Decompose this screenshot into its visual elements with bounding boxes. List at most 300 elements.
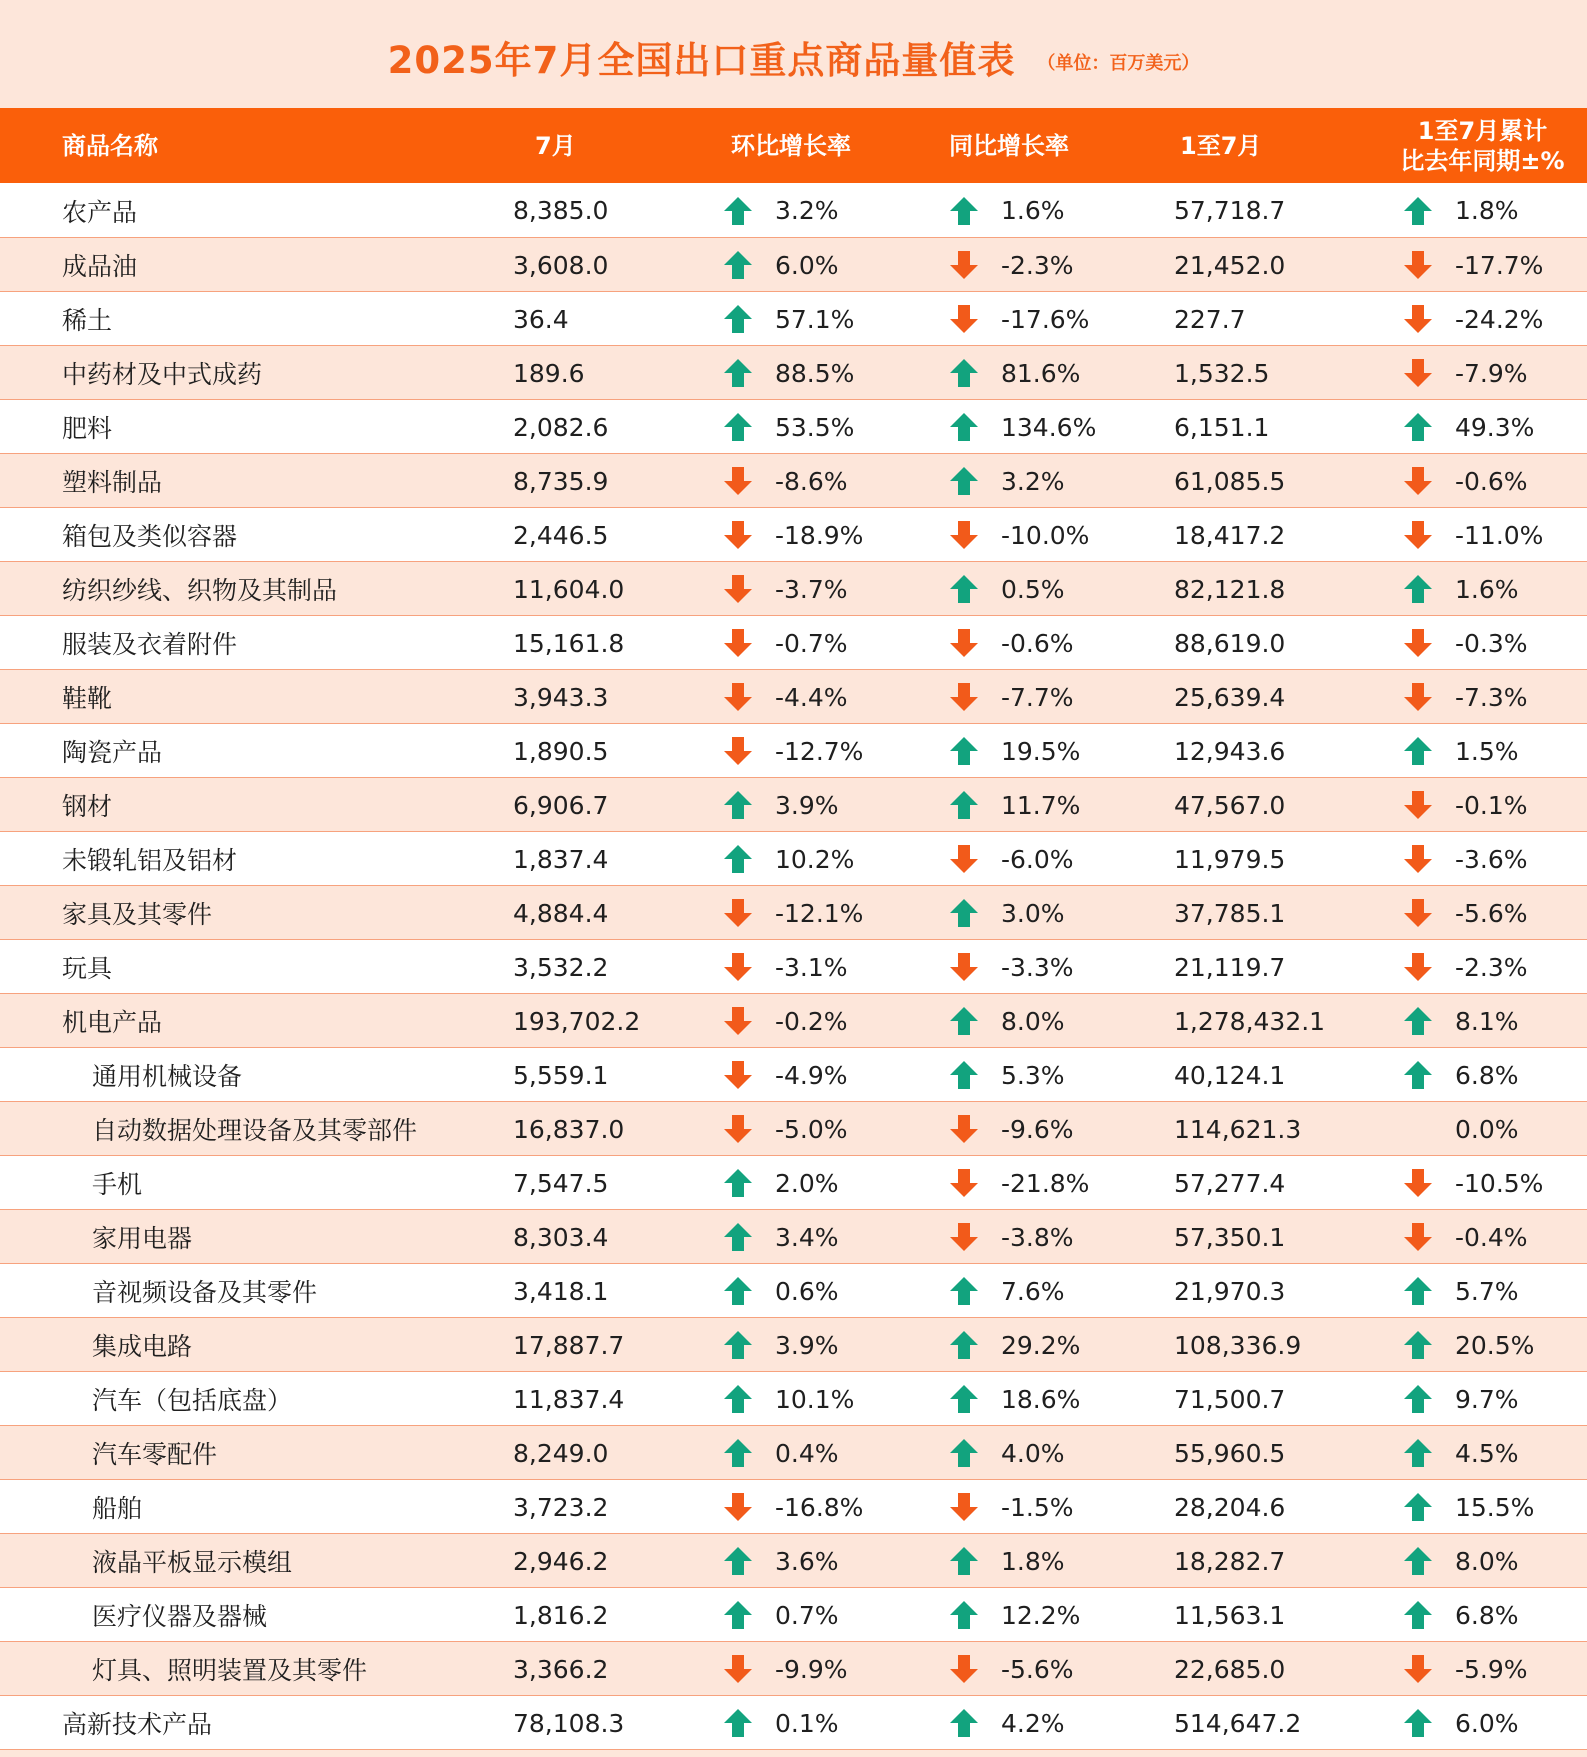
yoy-cell bbox=[949, 1425, 1168, 1479]
yoy-cell bbox=[949, 1641, 1168, 1695]
mom-value: 88.5% bbox=[775, 358, 855, 388]
arrow-down-icon bbox=[723, 735, 753, 767]
arrow-up-icon bbox=[949, 897, 979, 929]
product-name: 船舶 bbox=[0, 1479, 513, 1533]
arrow-up-icon bbox=[949, 1383, 979, 1415]
ytd-value: 88,619.0 bbox=[1168, 615, 1378, 669]
month-value: 6,906.7 bbox=[513, 777, 719, 831]
mom-value: -8.6% bbox=[775, 466, 848, 496]
yoy-value: -10.0% bbox=[1001, 520, 1090, 550]
ytd-change-cell bbox=[1378, 237, 1587, 291]
arrow-up-icon bbox=[1403, 1437, 1433, 1469]
ytd-change-value: -0.1% bbox=[1455, 790, 1528, 820]
ytd-change-value: -5.9% bbox=[1455, 1654, 1528, 1684]
arrow-up-icon bbox=[723, 411, 753, 443]
table-row bbox=[0, 1425, 1587, 1479]
arrow-down-icon bbox=[723, 1653, 753, 1685]
ytd-change-value: -2.3% bbox=[1455, 952, 1528, 982]
mom-cell bbox=[719, 291, 949, 345]
arrow-down-icon bbox=[1403, 951, 1433, 983]
arrow-up-icon bbox=[1403, 411, 1433, 443]
header-ytd: 1至7月 bbox=[1168, 108, 1378, 183]
ytd-change-value: -24.2% bbox=[1455, 304, 1544, 334]
arrow-up-icon bbox=[1403, 195, 1433, 227]
table-row bbox=[0, 1317, 1587, 1371]
arrow-down-icon bbox=[723, 519, 753, 551]
yoy-cell bbox=[949, 453, 1168, 507]
month-value: 8,735.9 bbox=[513, 453, 719, 507]
ytd-change-cell bbox=[1378, 939, 1587, 993]
yoy-cell bbox=[949, 993, 1168, 1047]
mom-cell bbox=[719, 345, 949, 399]
ytd-change-value: -10.5% bbox=[1455, 1168, 1544, 1198]
arrow-down-icon bbox=[1403, 249, 1433, 281]
arrow-up-icon bbox=[949, 1329, 979, 1361]
month-value: 8,303.4 bbox=[513, 1209, 719, 1263]
ytd-change-cell bbox=[1378, 669, 1587, 723]
ytd-change-value: -0.4% bbox=[1455, 1222, 1528, 1252]
yoy-value: -7.7% bbox=[1001, 682, 1074, 712]
month-value: 8,385.0 bbox=[513, 183, 719, 237]
ytd-value: 227.7 bbox=[1168, 291, 1378, 345]
yoy-cell bbox=[949, 1533, 1168, 1587]
month-value: 16,837.0 bbox=[513, 1101, 719, 1155]
mom-value: 0.6% bbox=[775, 1276, 839, 1306]
unit-label: （单位：百万美元） bbox=[1037, 53, 1200, 74]
mom-value: -16.8% bbox=[775, 1492, 864, 1522]
mom-cell bbox=[719, 1695, 949, 1749]
yoy-value: 1.8% bbox=[1001, 1546, 1065, 1576]
ytd-change-cell bbox=[1378, 1533, 1587, 1587]
title-text: 2025年7月全国出口重点商品量值表 bbox=[387, 39, 1016, 82]
yoy-cell bbox=[949, 669, 1168, 723]
product-name: 未锻轧铝及铝材 bbox=[0, 831, 513, 885]
ytd-value: 1,532.5 bbox=[1168, 345, 1378, 399]
mom-cell bbox=[719, 615, 949, 669]
mom-value: 10.2% bbox=[775, 844, 855, 874]
arrow-down-icon bbox=[1403, 1167, 1433, 1199]
ytd-change-cell bbox=[1378, 1155, 1587, 1209]
ytd-change-value: -7.3% bbox=[1455, 682, 1528, 712]
ytd-value: 57,277.4 bbox=[1168, 1155, 1378, 1209]
arrow-up-icon bbox=[1403, 735, 1433, 767]
table-row bbox=[0, 291, 1587, 345]
mom-cell bbox=[719, 1641, 949, 1695]
mom-cell bbox=[719, 399, 949, 453]
month-value: 1,890.5 bbox=[513, 723, 719, 777]
mom-value: 0.7% bbox=[775, 1600, 839, 1630]
yoy-cell bbox=[949, 183, 1168, 237]
product-name: 集成电路 bbox=[0, 1317, 513, 1371]
yoy-value: -0.6% bbox=[1001, 628, 1074, 658]
product-name: 稀土 bbox=[0, 291, 513, 345]
header-yoy: 同比增长率 bbox=[949, 108, 1168, 183]
ytd-change-cell bbox=[1378, 507, 1587, 561]
ytd-change-value: 0.0% bbox=[1455, 1114, 1519, 1144]
arrow-down-icon bbox=[949, 303, 979, 335]
mom-value: -0.2% bbox=[775, 1006, 848, 1036]
arrow-up-icon bbox=[1403, 1383, 1433, 1415]
product-name: 箱包及类似容器 bbox=[0, 507, 513, 561]
ytd-value: 57,718.7 bbox=[1168, 183, 1378, 237]
yoy-cell bbox=[949, 345, 1168, 399]
ytd-value: 82,121.8 bbox=[1168, 561, 1378, 615]
table-row bbox=[0, 453, 1587, 507]
mom-value: -12.1% bbox=[775, 898, 864, 928]
ytd-value: 37,785.1 bbox=[1168, 885, 1378, 939]
table-row bbox=[0, 1101, 1587, 1155]
month-value: 4,884.4 bbox=[513, 885, 719, 939]
ytd-change-cell bbox=[1378, 1587, 1587, 1641]
yoy-cell bbox=[949, 291, 1168, 345]
arrow-up-icon bbox=[949, 1545, 979, 1577]
yoy-value: 81.6% bbox=[1001, 358, 1081, 388]
ytd-change-cell bbox=[1378, 345, 1587, 399]
yoy-value: 29.2% bbox=[1001, 1330, 1081, 1360]
ytd-value: 25,639.4 bbox=[1168, 669, 1378, 723]
mom-value: -5.0% bbox=[775, 1114, 848, 1144]
ytd-change-value: 5.7% bbox=[1455, 1276, 1519, 1306]
mom-cell bbox=[719, 885, 949, 939]
arrow-up-icon bbox=[723, 843, 753, 875]
ytd-change-cell bbox=[1378, 399, 1587, 453]
product-name: 高新技术产品 bbox=[0, 1695, 513, 1749]
header-mom: 环比增长率 bbox=[719, 108, 949, 183]
yoy-value: -3.3% bbox=[1001, 952, 1074, 982]
arrow-up-icon bbox=[723, 303, 753, 335]
mom-cell bbox=[719, 1425, 949, 1479]
arrow-down-icon bbox=[723, 1059, 753, 1091]
ytd-change-cell bbox=[1378, 885, 1587, 939]
yoy-value: 1.6% bbox=[1001, 196, 1065, 226]
arrow-down-icon bbox=[1403, 1221, 1433, 1253]
product-name: 鞋靴 bbox=[0, 669, 513, 723]
month-value: 1,837.4 bbox=[513, 831, 719, 885]
yoy-value: 4.2% bbox=[1001, 1708, 1065, 1738]
arrow-down-icon bbox=[723, 1491, 753, 1523]
export-table bbox=[0, 108, 1587, 1750]
ytd-change-cell bbox=[1378, 1317, 1587, 1371]
arrow-up-icon bbox=[723, 1221, 753, 1253]
ytd-change-value: 9.7% bbox=[1455, 1384, 1519, 1414]
ytd-change-cell bbox=[1378, 777, 1587, 831]
product-name: 肥料 bbox=[0, 399, 513, 453]
yoy-cell bbox=[949, 615, 1168, 669]
yoy-value: 12.2% bbox=[1001, 1600, 1081, 1630]
table-row bbox=[0, 669, 1587, 723]
table-row bbox=[0, 183, 1587, 237]
ytd-change-cell bbox=[1378, 1101, 1587, 1155]
arrow-down-icon bbox=[1403, 519, 1433, 551]
yoy-cell bbox=[949, 723, 1168, 777]
arrow-down-icon bbox=[723, 1113, 753, 1145]
product-name: 音视频设备及其零件 bbox=[0, 1263, 513, 1317]
yoy-cell bbox=[949, 1263, 1168, 1317]
product-name: 家用电器 bbox=[0, 1209, 513, 1263]
month-value: 2,082.6 bbox=[513, 399, 719, 453]
arrow-down-icon bbox=[1403, 357, 1433, 389]
ytd-value: 18,282.7 bbox=[1168, 1533, 1378, 1587]
month-value: 11,604.0 bbox=[513, 561, 719, 615]
table-row bbox=[0, 399, 1587, 453]
arrow-down-icon bbox=[723, 573, 753, 605]
mom-value: -3.7% bbox=[775, 574, 848, 604]
yoy-value: 8.0% bbox=[1001, 1006, 1065, 1036]
table-row bbox=[0, 723, 1587, 777]
month-value: 36.4 bbox=[513, 291, 719, 345]
mom-cell bbox=[719, 777, 949, 831]
header-ytd-change-line2: 比去年同期±% bbox=[1400, 146, 1565, 175]
yoy-value: -5.6% bbox=[1001, 1654, 1074, 1684]
arrow-up-icon bbox=[723, 1545, 753, 1577]
month-value: 3,366.2 bbox=[513, 1641, 719, 1695]
arrow-up-icon bbox=[1403, 1599, 1433, 1631]
yoy-value: -6.0% bbox=[1001, 844, 1074, 874]
ytd-change-value: 1.6% bbox=[1455, 574, 1519, 604]
product-name: 钢材 bbox=[0, 777, 513, 831]
product-name: 陶瓷产品 bbox=[0, 723, 513, 777]
mom-cell bbox=[719, 1317, 949, 1371]
ytd-value: 61,085.5 bbox=[1168, 453, 1378, 507]
product-name: 塑料制品 bbox=[0, 453, 513, 507]
ytd-change-value: -3.6% bbox=[1455, 844, 1528, 874]
table-row bbox=[0, 1641, 1587, 1695]
arrow-up-icon bbox=[723, 1599, 753, 1631]
month-value: 11,837.4 bbox=[513, 1371, 719, 1425]
ytd-value: 57,350.1 bbox=[1168, 1209, 1378, 1263]
arrow-down-icon bbox=[949, 627, 979, 659]
ytd-change-cell bbox=[1378, 1371, 1587, 1425]
mom-cell bbox=[719, 669, 949, 723]
product-name: 汽车零配件 bbox=[0, 1425, 513, 1479]
ytd-value: 55,960.5 bbox=[1168, 1425, 1378, 1479]
mom-cell bbox=[719, 831, 949, 885]
mom-cell bbox=[719, 507, 949, 561]
table-row bbox=[0, 615, 1587, 669]
mom-cell bbox=[719, 1209, 949, 1263]
arrow-up-icon bbox=[1403, 1329, 1433, 1361]
product-name: 机电产品 bbox=[0, 993, 513, 1047]
yoy-value: 3.2% bbox=[1001, 466, 1065, 496]
ytd-change-value: -7.9% bbox=[1455, 358, 1528, 388]
arrow-down-icon bbox=[723, 681, 753, 713]
table-row bbox=[0, 507, 1587, 561]
yoy-value: -21.8% bbox=[1001, 1168, 1090, 1198]
yoy-cell bbox=[949, 1371, 1168, 1425]
product-name: 成品油 bbox=[0, 237, 513, 291]
mom-cell bbox=[719, 993, 949, 1047]
arrow-up-icon bbox=[723, 1275, 753, 1307]
yoy-value: 19.5% bbox=[1001, 736, 1081, 766]
mom-cell bbox=[719, 183, 949, 237]
product-name: 灯具、照明装置及其零件 bbox=[0, 1641, 513, 1695]
header-month: 7月 bbox=[513, 108, 719, 183]
product-name: 汽车（包括底盘） bbox=[0, 1371, 513, 1425]
arrow-down-icon bbox=[723, 897, 753, 929]
arrow-up-icon bbox=[723, 357, 753, 389]
ytd-value: 21,452.0 bbox=[1168, 237, 1378, 291]
product-name: 纺织纱线、织物及其制品 bbox=[0, 561, 513, 615]
header-ytd-change bbox=[1378, 108, 1587, 183]
yoy-value: -3.8% bbox=[1001, 1222, 1074, 1252]
table-row bbox=[0, 1263, 1587, 1317]
ytd-value: 21,119.7 bbox=[1168, 939, 1378, 993]
yoy-value: -1.5% bbox=[1001, 1492, 1074, 1522]
product-name: 液晶平板显示模组 bbox=[0, 1533, 513, 1587]
yoy-cell bbox=[949, 561, 1168, 615]
yoy-cell bbox=[949, 1587, 1168, 1641]
ytd-value: 18,417.2 bbox=[1168, 507, 1378, 561]
ytd-change-cell bbox=[1378, 183, 1587, 237]
mom-cell bbox=[719, 1371, 949, 1425]
arrow-down-icon bbox=[1403, 303, 1433, 335]
yoy-value: 5.3% bbox=[1001, 1060, 1065, 1090]
mom-value: 57.1% bbox=[775, 304, 855, 334]
table-row bbox=[0, 345, 1587, 399]
ytd-value: 28,204.6 bbox=[1168, 1479, 1378, 1533]
arrow-up-icon bbox=[1403, 1707, 1433, 1739]
yoy-cell bbox=[949, 777, 1168, 831]
mom-cell bbox=[719, 1587, 949, 1641]
arrow-up-icon bbox=[1403, 1491, 1433, 1523]
yoy-cell bbox=[949, 939, 1168, 993]
month-value: 78,108.3 bbox=[513, 1695, 719, 1749]
arrow-down-icon bbox=[723, 465, 753, 497]
arrow-up-icon bbox=[723, 1329, 753, 1361]
yoy-cell bbox=[949, 399, 1168, 453]
ytd-change-cell bbox=[1378, 993, 1587, 1047]
arrow-down-icon bbox=[949, 1491, 979, 1523]
arrow-up-icon bbox=[949, 1707, 979, 1739]
ytd-change-value: 1.5% bbox=[1455, 736, 1519, 766]
ytd-value: 114,621.3 bbox=[1168, 1101, 1378, 1155]
ytd-change-cell bbox=[1378, 1641, 1587, 1695]
table-row bbox=[0, 939, 1587, 993]
ytd-change-cell bbox=[1378, 831, 1587, 885]
arrow-up-icon bbox=[723, 1437, 753, 1469]
arrow-up-icon bbox=[723, 1383, 753, 1415]
month-value: 7,547.5 bbox=[513, 1155, 719, 1209]
ytd-change-cell bbox=[1378, 1425, 1587, 1479]
ytd-value: 11,563.1 bbox=[1168, 1587, 1378, 1641]
yoy-cell bbox=[949, 1317, 1168, 1371]
arrow-down-icon bbox=[949, 951, 979, 983]
ytd-change-value: 15.5% bbox=[1455, 1492, 1535, 1522]
yoy-value: 11.7% bbox=[1001, 790, 1081, 820]
arrow-up-icon bbox=[949, 195, 979, 227]
ytd-change-value: 6.0% bbox=[1455, 1708, 1519, 1738]
mom-value: 2.0% bbox=[775, 1168, 839, 1198]
arrow-down-icon bbox=[949, 1653, 979, 1685]
month-value: 8,249.0 bbox=[513, 1425, 719, 1479]
ytd-value: 47,567.0 bbox=[1168, 777, 1378, 831]
month-value: 3,608.0 bbox=[513, 237, 719, 291]
yoy-cell bbox=[949, 1695, 1168, 1749]
mom-value: 3.4% bbox=[775, 1222, 839, 1252]
yoy-cell bbox=[949, 1101, 1168, 1155]
yoy-cell bbox=[949, 1155, 1168, 1209]
mom-cell bbox=[719, 1263, 949, 1317]
mom-value: -4.4% bbox=[775, 682, 848, 712]
ytd-change-value: 49.3% bbox=[1455, 412, 1535, 442]
arrow-up-icon bbox=[723, 195, 753, 227]
arrow-down-icon bbox=[1403, 681, 1433, 713]
yoy-value: -9.6% bbox=[1001, 1114, 1074, 1144]
product-name: 手机 bbox=[0, 1155, 513, 1209]
ytd-change-value: -17.7% bbox=[1455, 250, 1544, 280]
yoy-cell bbox=[949, 1209, 1168, 1263]
ytd-change-cell bbox=[1378, 1047, 1587, 1101]
ytd-value: 71,500.7 bbox=[1168, 1371, 1378, 1425]
mom-cell bbox=[719, 1533, 949, 1587]
arrow-down-icon bbox=[949, 1113, 979, 1145]
month-value: 1,816.2 bbox=[513, 1587, 719, 1641]
yoy-cell bbox=[949, 1047, 1168, 1101]
product-name: 服装及衣着附件 bbox=[0, 615, 513, 669]
ytd-change-cell bbox=[1378, 1695, 1587, 1749]
arrow-up-icon bbox=[1403, 573, 1433, 605]
arrow-down-icon bbox=[1403, 897, 1433, 929]
mom-value: -0.7% bbox=[775, 628, 848, 658]
arrow-up-icon bbox=[949, 465, 979, 497]
ytd-change-value: 6.8% bbox=[1455, 1600, 1519, 1630]
mom-cell bbox=[719, 939, 949, 993]
product-name: 玩具 bbox=[0, 939, 513, 993]
arrow-up-icon bbox=[723, 1707, 753, 1739]
yoy-cell bbox=[949, 1479, 1168, 1533]
ytd-change-cell bbox=[1378, 561, 1587, 615]
page-title bbox=[0, 30, 1587, 84]
table-row bbox=[0, 1209, 1587, 1263]
arrow-up-icon bbox=[723, 249, 753, 281]
mom-value: 3.6% bbox=[775, 1546, 839, 1576]
arrow-down-icon bbox=[1403, 1653, 1433, 1685]
yoy-cell bbox=[949, 831, 1168, 885]
mom-value: 10.1% bbox=[775, 1384, 855, 1414]
table-row bbox=[0, 1587, 1587, 1641]
month-value: 2,446.5 bbox=[513, 507, 719, 561]
arrow-up-icon bbox=[949, 789, 979, 821]
arrow-up-icon bbox=[949, 1599, 979, 1631]
arrow-down-icon bbox=[1403, 789, 1433, 821]
ytd-change-cell bbox=[1378, 1209, 1587, 1263]
arrow-up-icon bbox=[1403, 1059, 1433, 1091]
ytd-value: 12,943.6 bbox=[1168, 723, 1378, 777]
yoy-value: 4.0% bbox=[1001, 1438, 1065, 1468]
ytd-change-value: -11.0% bbox=[1455, 520, 1544, 550]
mom-value: 6.0% bbox=[775, 250, 839, 280]
mom-value: -12.7% bbox=[775, 736, 864, 766]
ytd-value: 1,278,432.1 bbox=[1168, 993, 1378, 1047]
arrow-up-icon bbox=[1403, 1545, 1433, 1577]
yoy-value: 134.6% bbox=[1001, 412, 1097, 442]
header-ytd-change-line1: 1至7月累计 bbox=[1417, 116, 1548, 145]
ytd-value: 108,336.9 bbox=[1168, 1317, 1378, 1371]
table-row bbox=[0, 1155, 1587, 1209]
header-name: 商品名称 bbox=[0, 108, 513, 183]
mom-value: 3.2% bbox=[775, 196, 839, 226]
ytd-change-value: 6.8% bbox=[1455, 1060, 1519, 1090]
arrow-up-icon bbox=[949, 735, 979, 767]
ytd-value: 21,970.3 bbox=[1168, 1263, 1378, 1317]
ytd-value: 11,979.5 bbox=[1168, 831, 1378, 885]
ytd-change-value: -5.6% bbox=[1455, 898, 1528, 928]
product-name: 农产品 bbox=[0, 183, 513, 237]
month-value: 2,946.2 bbox=[513, 1533, 719, 1587]
arrow-up-icon bbox=[1403, 1275, 1433, 1307]
yoy-value: -2.3% bbox=[1001, 250, 1074, 280]
table-row bbox=[0, 1533, 1587, 1587]
